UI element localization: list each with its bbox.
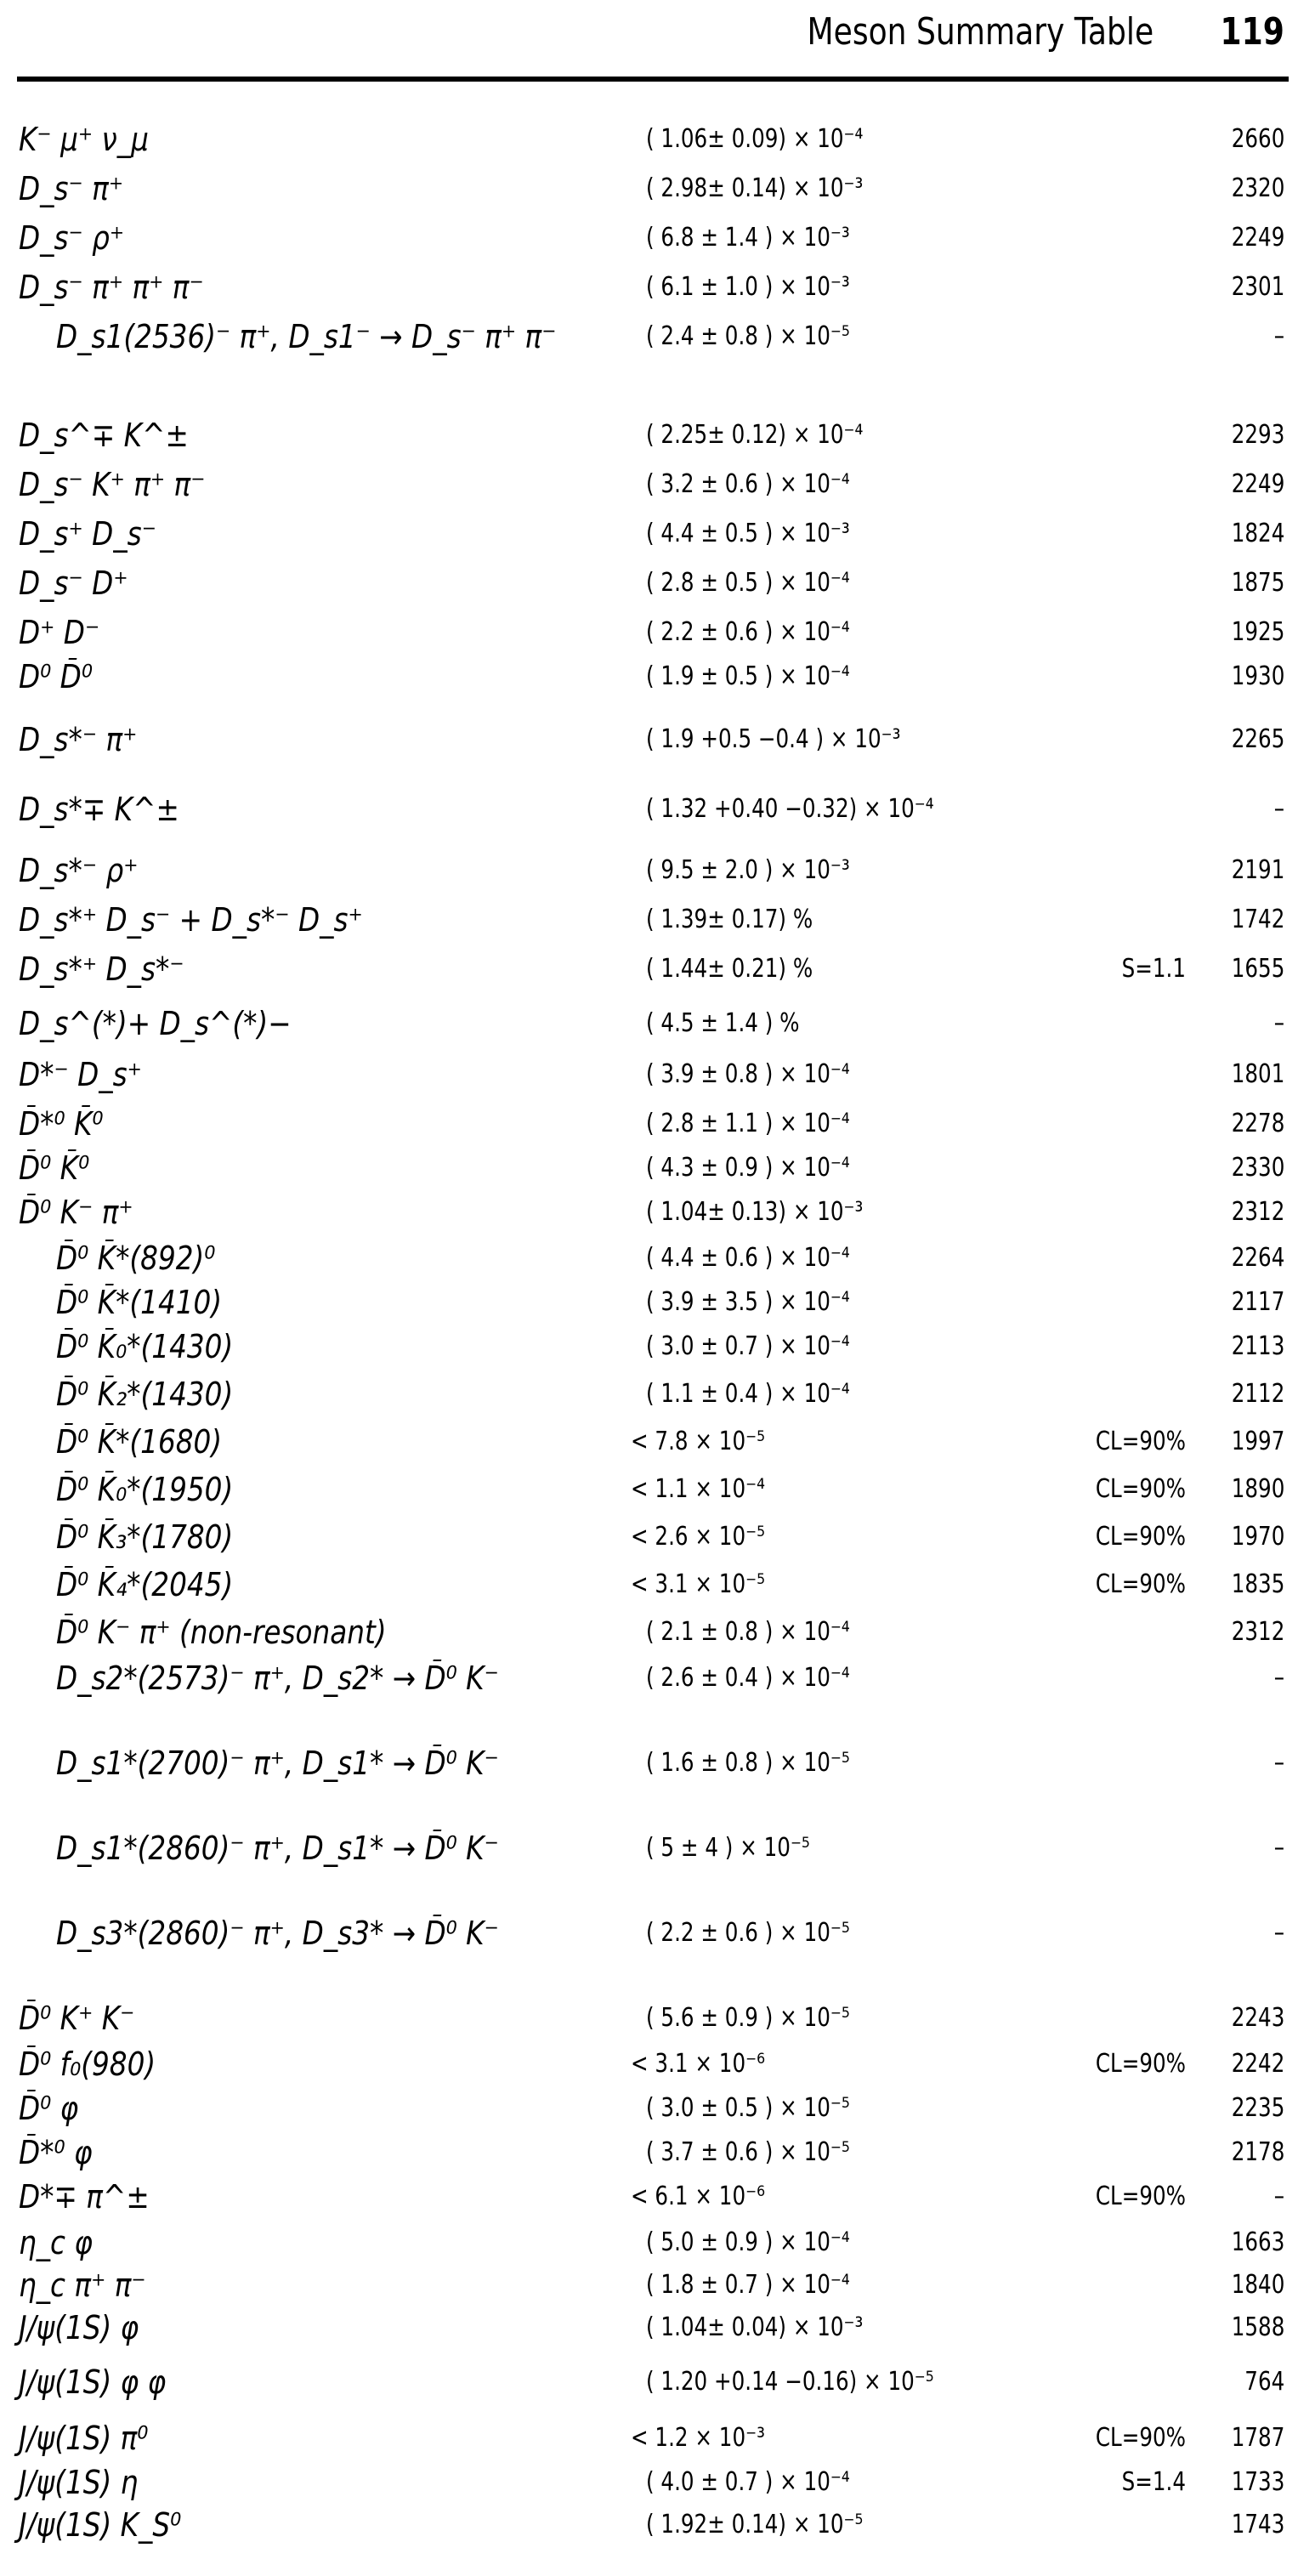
momentum-value: – (1273, 1833, 1284, 1863)
branching-fraction: ( 1.8 ± 0.7 ) × 10⁻⁴ (646, 2270, 850, 2300)
table-row (0, 1998, 1298, 2045)
branching-fraction: ( 2.1 ± 0.8 ) × 10⁻⁴ (646, 1617, 850, 1647)
decay-mode: D̄⁰ K̄₂*(1430) (56, 1376, 234, 1413)
table-row (0, 2222, 1298, 2270)
branching-fraction: ( 3.0 ± 0.5 ) × 10⁻⁵ (646, 2093, 850, 2123)
decay-mode: J/ψ(1S) η (19, 2464, 139, 2501)
momentum-value: 2235 (1231, 2093, 1284, 2123)
momentum-value: 2264 (1231, 1243, 1284, 1273)
table-row (0, 1517, 1298, 1564)
branching-fraction: ( 1.04± 0.13) × 10⁻³ (646, 1197, 864, 1227)
branching-fraction: ( 2.8 ± 1.1 ) × 10⁻⁴ (646, 1109, 850, 1138)
momentum-value: – (1273, 1748, 1284, 1778)
branching-fraction: ( 5.0 ± 0.9 ) × 10⁻⁴ (646, 2227, 850, 2257)
momentum-value: 2178 (1231, 2137, 1284, 2167)
momentum-value: 1655 (1231, 954, 1284, 984)
branching-fraction: ( 6.1 ± 1.0 ) × 10⁻³ (646, 272, 850, 302)
momentum-value: 1930 (1231, 661, 1284, 691)
decay-mode: D̄⁰ K̄⁰ (19, 1149, 90, 1187)
branching-fraction: ( 3.9 ± 0.8 ) × 10⁻⁴ (646, 1059, 850, 1089)
momentum-value: 2117 (1231, 1287, 1284, 1317)
momentum-value: 1875 (1231, 568, 1284, 598)
table-row (0, 464, 1298, 512)
decay-mode: D_s⁻ π⁺ π⁺ π⁻ (19, 269, 204, 306)
momentum-value: 2112 (1231, 1379, 1284, 1409)
table-row (0, 789, 1298, 837)
decay-mode: D̄⁰ K⁻ π⁺ (19, 1194, 133, 1231)
branching-fraction: ( 4.4 ± 0.5 ) × 10⁻³ (646, 519, 850, 548)
decay-mode: D̄⁰ K̄*(892)⁰ (56, 1240, 216, 1277)
branching-fraction: ( 9.5 ± 2.0 ) × 10⁻³ (646, 855, 850, 885)
momentum-value: 2113 (1231, 1331, 1284, 1361)
branching-fraction: ( 2.98± 0.14) × 10⁻³ (646, 173, 864, 203)
decay-mode: D_s1(2536)⁻ π⁺, D_s1⁻ → D_s⁻ π⁺ π⁻ (56, 318, 557, 355)
page-number: 119 (1220, 10, 1284, 54)
momentum-value: 2312 (1231, 1617, 1284, 1647)
table-row (0, 1104, 1298, 1151)
branching-fraction: ( 1.92± 0.14) × 10⁻⁵ (646, 2510, 864, 2539)
branching-fraction: ( 2.8 ± 0.5 ) × 10⁻⁴ (646, 568, 850, 598)
branching-fraction: < 7.8 × 10⁻⁵ (631, 1427, 765, 1456)
scale-factor-or-cl: CL=90% (1095, 1569, 1186, 1599)
momentum-value: 1840 (1231, 2270, 1284, 2300)
momentum-value: 1970 (1231, 1522, 1284, 1552)
table-row (0, 1421, 1298, 1469)
table-row (0, 719, 1298, 767)
decay-mode: D_s⁺ D_s⁻ (19, 515, 156, 553)
scale-factor-or-cl: CL=90% (1095, 1427, 1186, 1456)
decay-mode: D̄⁰ K̄*(1680) (56, 1423, 223, 1461)
branching-fraction: ( 1.39± 0.17) % (646, 905, 813, 934)
momentum-value: 1787 (1231, 2423, 1284, 2453)
table-row (0, 2505, 1298, 2552)
momentum-value: 2249 (1231, 223, 1284, 252)
table-row (0, 2265, 1298, 2312)
table-row (0, 612, 1298, 660)
decay-mode: D_s^(*)+ D_s^(*)− (19, 1005, 292, 1042)
momentum-value: 2278 (1231, 1109, 1284, 1138)
decay-mode: D̄⁰ K̄₀*(1430) (56, 1328, 234, 1365)
table-row (0, 2307, 1298, 2355)
momentum-value: 2312 (1231, 1197, 1284, 1227)
decay-mode: D_s⁻ D⁺ (19, 565, 128, 602)
branching-fraction: < 3.1 × 10⁻⁵ (631, 1569, 765, 1599)
decay-mode: D̄⁰ f₀(980) (19, 2045, 156, 2083)
scale-factor-or-cl: CL=90% (1095, 2182, 1186, 2211)
scale-factor-or-cl: CL=90% (1095, 2049, 1186, 2079)
scale-factor-or-cl: S=1.4 (1121, 2467, 1186, 2497)
decay-mode: D_s*⁻ π⁺ (19, 721, 138, 758)
branching-fraction: ( 2.25± 0.12) × 10⁻⁴ (646, 420, 864, 450)
table-row (0, 2132, 1298, 2180)
momentum-value: 2249 (1231, 469, 1284, 499)
branching-fraction: ( 1.06± 0.09) × 10⁻⁴ (646, 124, 864, 154)
momentum-value: 1925 (1231, 617, 1284, 647)
scale-factor-or-cl: S=1.1 (1121, 954, 1186, 984)
momentum-value: 2330 (1231, 1153, 1284, 1183)
momentum-value: 1588 (1231, 2312, 1284, 2342)
branching-fraction: ( 3.7 ± 0.6 ) × 10⁻⁵ (646, 2137, 850, 2167)
table-row (0, 513, 1298, 561)
decay-mode: D_s3*(2860)⁻ π⁺, D_s3* → D̄⁰ K⁻ (56, 1915, 499, 1952)
momentum-value: 1835 (1231, 1569, 1284, 1599)
decay-mode: D_s⁻ K⁺ π⁺ π⁻ (19, 466, 206, 503)
decay-mode: D̄*⁰ K̄⁰ (19, 1105, 104, 1143)
decay-mode: D_s1*(2860)⁻ π⁺, D_s1* → D̄⁰ K⁻ (56, 1830, 499, 1867)
momentum-value: – (1273, 1663, 1284, 1693)
table-row (0, 1003, 1298, 1051)
decay-mode: J/ψ(1S) K_S⁰ (19, 2506, 182, 2544)
decay-mode: D̄⁰ K̄₃*(1780) (56, 1518, 234, 1556)
table-row (0, 1469, 1298, 1517)
table-row (0, 1238, 1298, 1285)
momentum-value: 2293 (1231, 420, 1284, 450)
decay-mode: D*⁻ D_s⁺ (19, 1056, 142, 1093)
table-row (0, 1743, 1298, 1790)
momentum-value: – (1273, 2182, 1284, 2211)
branching-fraction: ( 1.44± 0.21) % (646, 954, 813, 984)
branching-fraction: ( 2.2 ± 0.6 ) × 10⁻⁵ (646, 1918, 850, 1948)
momentum-value: 2243 (1231, 2003, 1284, 2033)
momentum-value: 1743 (1231, 2510, 1284, 2539)
momentum-value: 764 (1244, 2367, 1284, 2397)
table-row (0, 1148, 1298, 1195)
table-row (0, 415, 1298, 462)
branching-fraction: < 6.1 × 10⁻⁶ (631, 2182, 765, 2211)
decay-mode: D_s^∓ K^± (19, 417, 189, 454)
decay-mode: D_s1*(2700)⁻ π⁺, D_s1* → D̄⁰ K⁻ (56, 1745, 499, 1782)
decay-mode: D_s⁻ π⁺ (19, 170, 124, 207)
table-row (0, 1374, 1298, 1421)
table-row (0, 2176, 1298, 2224)
table-row (0, 1564, 1298, 1612)
momentum-value: 2242 (1231, 2049, 1284, 2079)
decay-mode: K⁻ μ⁺ ν_μ (19, 121, 149, 158)
decay-mode: D̄⁰ K⁺ K⁻ (19, 2000, 135, 2037)
momentum-value: 2660 (1231, 124, 1284, 154)
table-row (0, 2462, 1298, 2510)
table-row (0, 2088, 1298, 2136)
branching-fraction: ( 1.32 +0.40 −0.32) × 10⁻⁴ (646, 794, 934, 824)
table-row (0, 2418, 1298, 2465)
branching-fraction: ( 4.0 ± 0.7 ) × 10⁻⁴ (646, 2467, 850, 2497)
decay-mode: J/ψ(1S) φ (19, 2309, 139, 2346)
decay-mode: D_s*⁻ ρ⁺ (19, 852, 139, 889)
scale-factor-or-cl: CL=90% (1095, 2423, 1186, 2453)
table-row (0, 1612, 1298, 1660)
decay-mode: D_s*⁺ D_s*⁻ (19, 950, 184, 988)
decay-mode: D_s⁻ ρ⁺ (19, 219, 125, 257)
table-row (0, 2362, 1298, 2409)
branching-fraction: ( 2.4 ± 0.8 ) × 10⁻⁵ (646, 321, 850, 351)
table-row (0, 1282, 1298, 1330)
table-row (0, 1658, 1298, 1705)
decay-mode: D̄*⁰ φ (19, 2134, 93, 2171)
momentum-value: 2265 (1231, 724, 1284, 754)
branching-fraction: ( 2.6 ± 0.4 ) × 10⁻⁴ (646, 1663, 850, 1693)
decay-mode: η_c φ (19, 2224, 93, 2261)
table-row (0, 949, 1298, 996)
branching-fraction: ( 4.5 ± 1.4 ) % (646, 1008, 800, 1038)
momentum-value: 1890 (1231, 1474, 1284, 1504)
branching-fraction: ( 1.20 +0.14 −0.16) × 10⁻⁵ (646, 2367, 934, 2397)
table-row (0, 1054, 1298, 1102)
table-row (0, 119, 1298, 167)
decay-mode: D_s2*(2573)⁻ π⁺, D_s2* → D̄⁰ K⁻ (56, 1660, 499, 1697)
decay-mode: D̄⁰ φ (19, 2090, 79, 2127)
momentum-value: 1997 (1231, 1427, 1284, 1456)
table-row (0, 1828, 1298, 1875)
branching-fraction: ( 3.9 ± 3.5 ) × 10⁻⁴ (646, 1287, 850, 1317)
momentum-value: 1733 (1231, 2467, 1284, 2497)
branching-fraction: ( 1.6 ± 0.8 ) × 10⁻⁵ (646, 1748, 850, 1778)
momentum-value: 2191 (1231, 855, 1284, 885)
decay-mode: D̄⁰ K̄₄*(2045) (56, 1566, 234, 1603)
decay-mode: D_s*∓ K^± (19, 791, 179, 828)
table-row (0, 850, 1298, 898)
branching-fraction: ( 3.0 ± 0.7 ) × 10⁻⁴ (646, 1331, 850, 1361)
scale-factor-or-cl: CL=90% (1095, 1474, 1186, 1504)
decay-mode: D̄⁰ K̄₀*(1950) (56, 1471, 234, 1508)
decay-mode: D̄⁰ K⁻ π⁺ (non-resonant) (56, 1614, 387, 1651)
table-row (0, 899, 1298, 947)
momentum-value: 2320 (1231, 173, 1284, 203)
table-row (0, 316, 1298, 364)
table-row (0, 218, 1298, 265)
branching-fraction: < 3.1 × 10⁻⁶ (631, 2049, 765, 2079)
momentum-value: 1824 (1231, 519, 1284, 548)
branching-fraction: ( 1.04± 0.04) × 10⁻³ (646, 2312, 864, 2342)
decay-mode: η_c π⁺ π⁻ (19, 2267, 146, 2304)
table-row (0, 168, 1298, 216)
branching-fraction: ( 4.4 ± 0.6 ) × 10⁻⁴ (646, 1243, 850, 1273)
branching-fraction: ( 2.2 ± 0.6 ) × 10⁻⁴ (646, 617, 850, 647)
table-row (0, 656, 1298, 704)
table-row (0, 267, 1298, 315)
scale-factor-or-cl: CL=90% (1095, 1522, 1186, 1552)
momentum-value: 1742 (1231, 905, 1284, 934)
table-row (0, 2044, 1298, 2091)
decay-mode: J/ψ(1S) π⁰ (19, 2420, 149, 2457)
decay-mode: D⁰ D̄⁰ (19, 658, 93, 695)
table-row (0, 1192, 1298, 1240)
branching-fraction: ( 5 ± 4 ) × 10⁻⁵ (646, 1833, 810, 1863)
branching-fraction: < 2.6 × 10⁻⁵ (631, 1522, 765, 1552)
decay-mode: D̄⁰ K̄*(1410) (56, 1284, 223, 1321)
momentum-value: 1801 (1231, 1059, 1284, 1089)
decay-mode: D⁺ D⁻ (19, 614, 100, 651)
page-title: Meson Summary Table (807, 10, 1153, 54)
branching-fraction: < 1.1 × 10⁻⁴ (631, 1474, 765, 1504)
branching-fraction: ( 1.9 ± 0.5 ) × 10⁻⁴ (646, 661, 850, 691)
branching-fraction: < 1.2 × 10⁻³ (631, 2423, 765, 2453)
branching-fraction: ( 1.1 ± 0.4 ) × 10⁻⁴ (646, 1379, 850, 1409)
momentum-value: – (1273, 794, 1284, 824)
table-row (0, 1326, 1298, 1374)
momentum-value: – (1273, 1008, 1284, 1038)
table-row (0, 1913, 1298, 1960)
table-row (0, 563, 1298, 610)
decay-mode: D*∓ π^± (19, 2178, 150, 2216)
decay-mode: D_s*⁺ D_s⁻ + D_s*⁻ D_s⁺ (19, 901, 363, 939)
header-divider (17, 77, 1289, 82)
branching-fraction: ( 5.6 ± 0.9 ) × 10⁻⁵ (646, 2003, 850, 2033)
decay-mode: J/ψ(1S) φ φ (19, 2363, 167, 2401)
momentum-value: – (1273, 1918, 1284, 1948)
branching-fraction: ( 3.2 ± 0.6 ) × 10⁻⁴ (646, 469, 850, 499)
momentum-value: 2301 (1231, 272, 1284, 302)
momentum-value: – (1273, 321, 1284, 351)
momentum-value: 1663 (1231, 2227, 1284, 2257)
branching-fraction: ( 4.3 ± 0.9 ) × 10⁻⁴ (646, 1153, 850, 1183)
page-header (0, 0, 1298, 81)
branching-fraction: ( 6.8 ± 1.4 ) × 10⁻³ (646, 223, 850, 252)
branching-fraction: ( 1.9 +0.5 −0.4 ) × 10⁻³ (646, 724, 901, 754)
